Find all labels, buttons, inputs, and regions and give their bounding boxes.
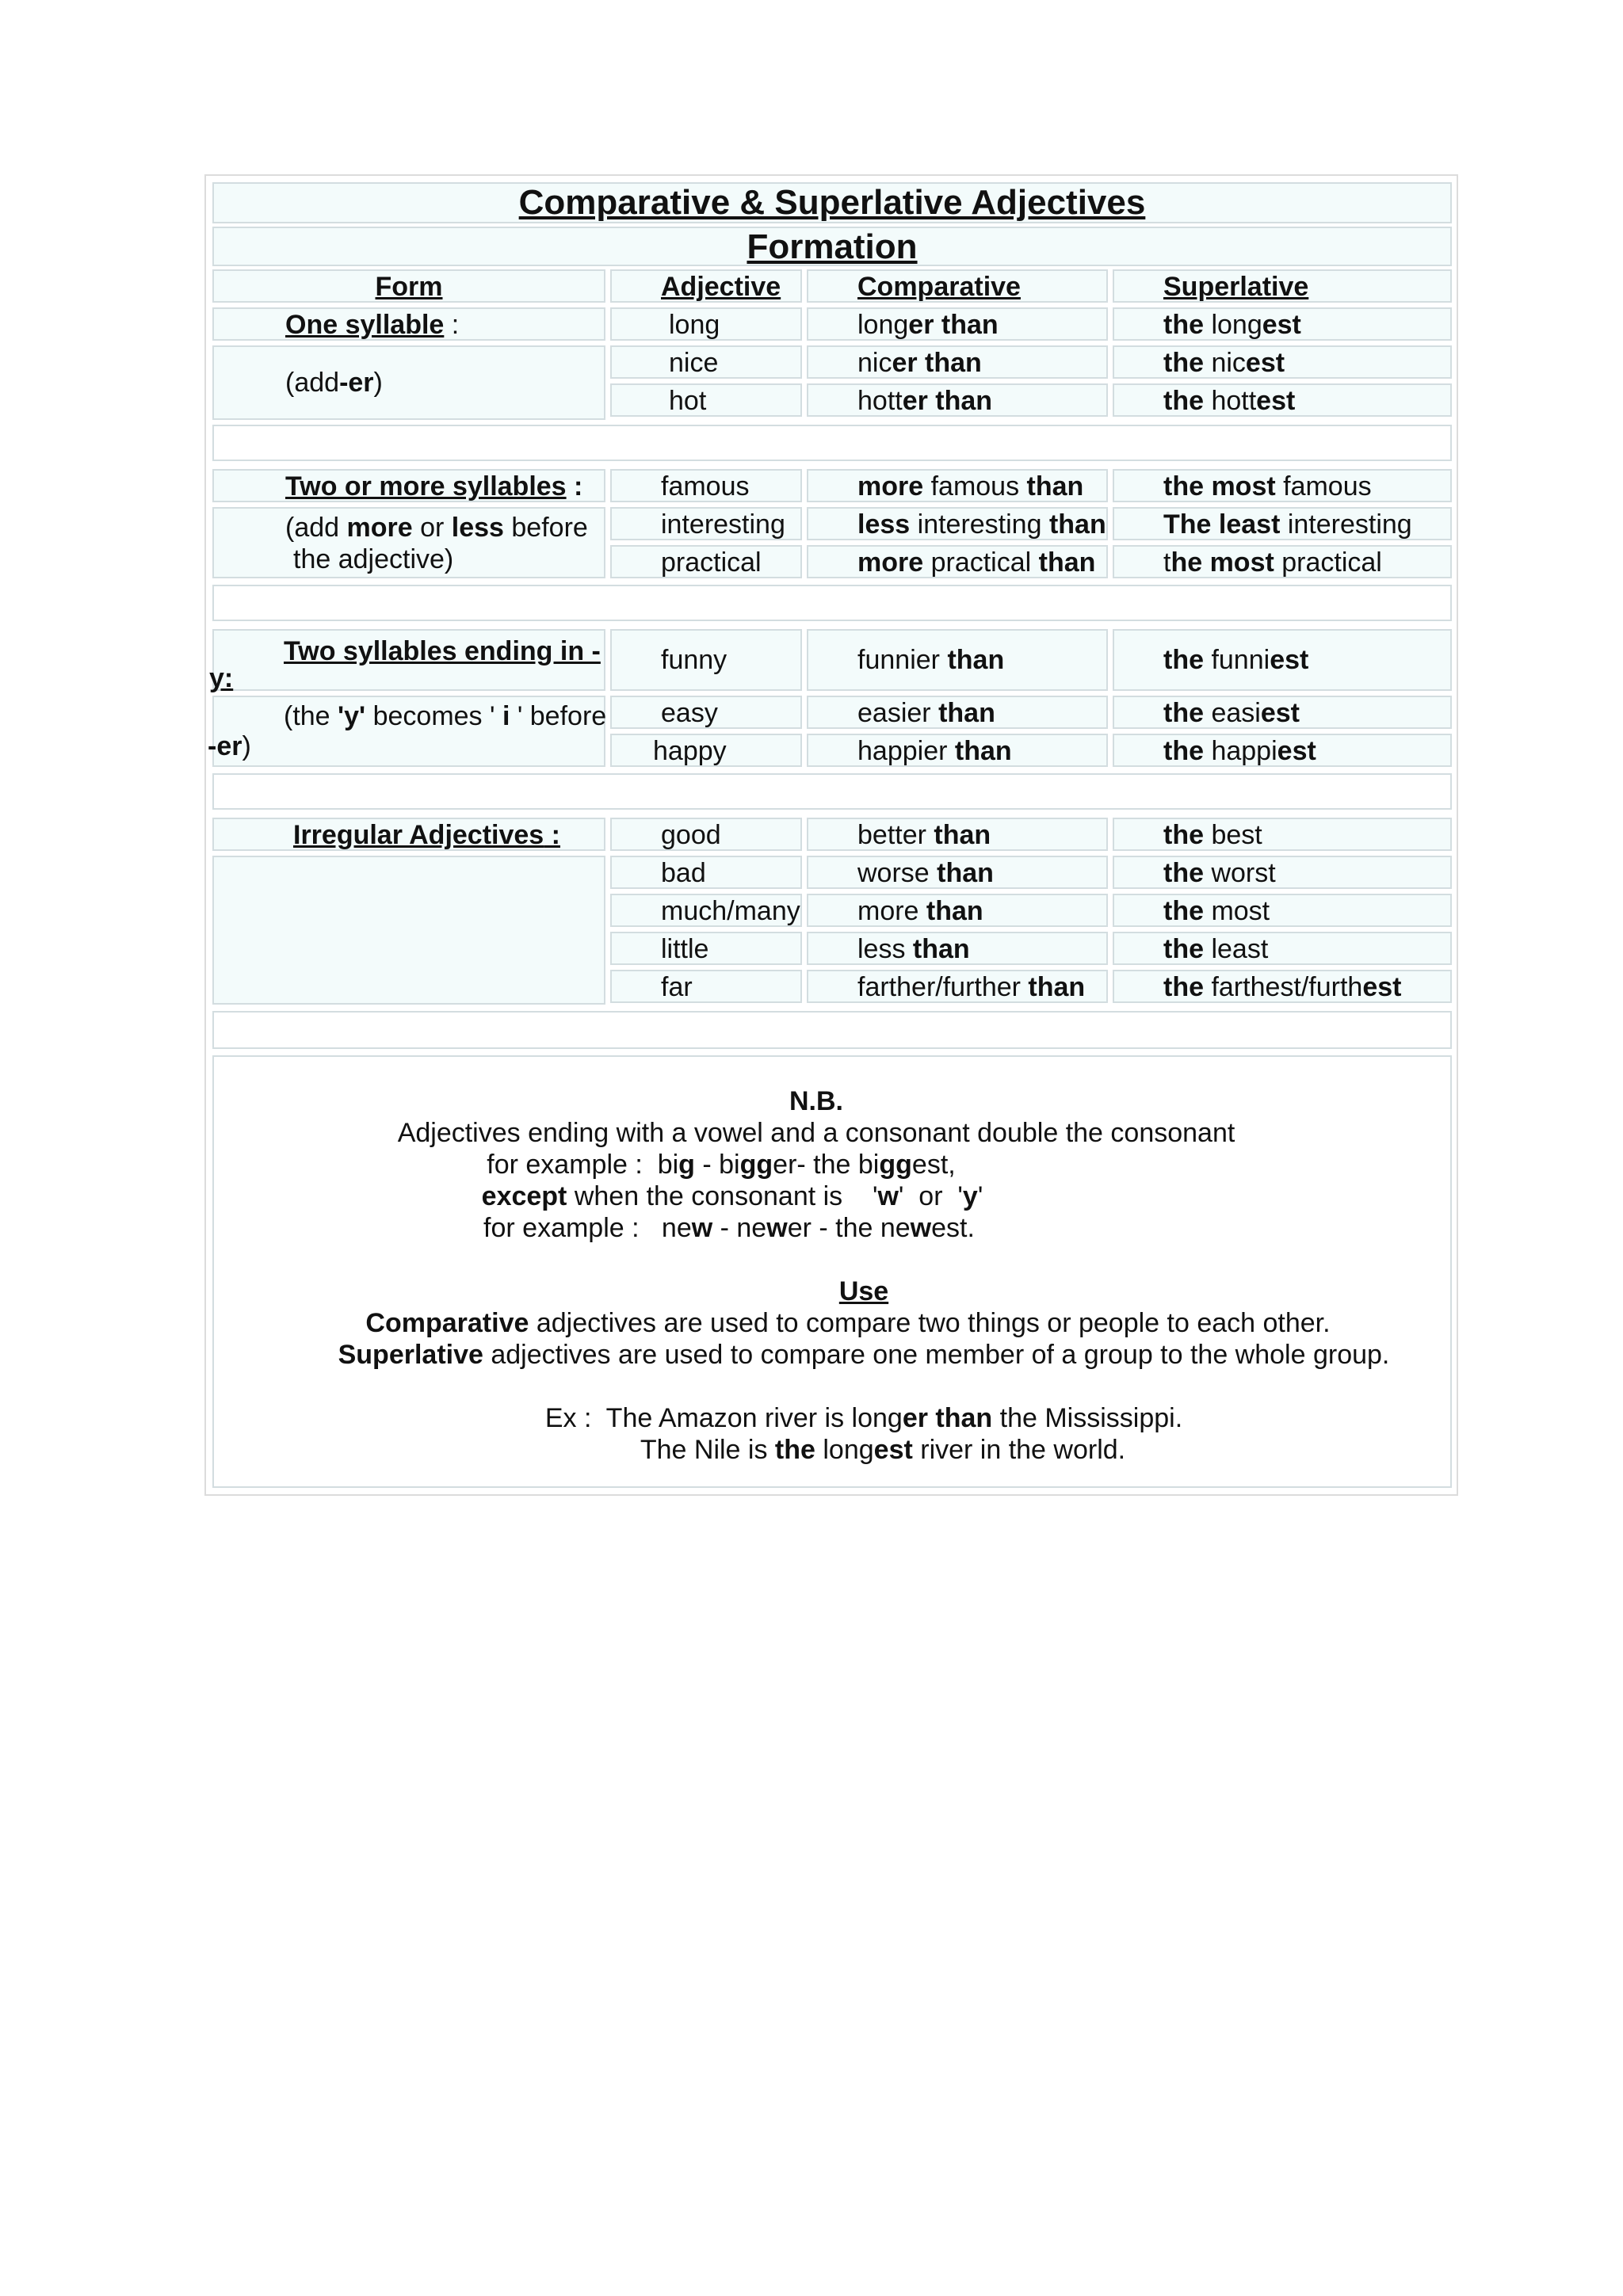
spacer-row [212, 773, 1452, 810]
adjective-cell: far [610, 970, 802, 1003]
comparative-cell: less than [807, 932, 1108, 965]
title-cell [212, 182, 1452, 223]
superlative-cell: the most practical [1113, 545, 1452, 578]
nb-example-2: for example : new - newer - the newest. [483, 1213, 975, 1243]
header-adjective: Adjective [610, 269, 802, 303]
use-superlative: Superlative adjectives are used to compare one member of a group to the whole group. [338, 1340, 1390, 1370]
form-note-ending-y: (the 'y' becomes ' i ' before -er) [212, 696, 605, 767]
form-two-or-more: Two or more syllables : [212, 469, 605, 502]
superlative-cell: The least interesting [1113, 507, 1452, 540]
comparative-cell: more practical than [807, 545, 1108, 578]
header-superlative: Superlative [1113, 269, 1452, 303]
adjective-cell: practical [610, 545, 802, 578]
page-subtitle: Formation [747, 227, 918, 266]
form-label: Irregular Adjectives [293, 820, 544, 850]
comparative-cell: worse than [807, 856, 1108, 889]
superlative-cell: the least [1113, 932, 1452, 965]
comparative-cell: easier than [807, 696, 1108, 729]
header-comparative: Comparative [807, 269, 1108, 303]
formation-table [204, 174, 1458, 1496]
nb-heading: N.B. [789, 1086, 843, 1116]
superlative-cell: the most [1113, 894, 1452, 927]
comparative-cell: longer than [807, 307, 1108, 341]
adjective-cell: little [610, 932, 802, 965]
use-comparative: Comparative adjectives are used to compare two things or people to each other. [365, 1308, 1331, 1338]
comparative-cell: farther/further than [807, 970, 1108, 1003]
comparative-cell: funnier than [807, 629, 1108, 691]
comparative-cell: nicer than [807, 345, 1108, 379]
comparative-cell: less interesting than [807, 507, 1108, 540]
superlative-cell: the easiest [1113, 696, 1452, 729]
form-one-syllable: One syllable : [212, 307, 605, 341]
comparative-cell: more than [807, 894, 1108, 927]
form-irregular-empty [212, 856, 605, 1005]
form-label: Two syllables ending in - [284, 636, 601, 666]
adjective-cell: famous [610, 469, 802, 502]
page-title: Comparative & Superlative Adjectives [518, 183, 1146, 222]
superlative-cell: the nicest [1113, 345, 1452, 379]
adjective-cell: long [610, 307, 802, 341]
adjective-cell: happy [610, 734, 802, 767]
example-2: The Nile is the longest river in the world. [640, 1435, 1126, 1465]
spacer-row [212, 425, 1452, 461]
adjective-cell: funny [610, 629, 802, 691]
adjective-cell: much/many [610, 894, 802, 927]
comparative-cell: happier than [807, 734, 1108, 767]
nb-example: for example : big - bigger- the biggest, [487, 1150, 956, 1180]
superlative-cell: the happiest [1113, 734, 1452, 767]
adjective-cell: easy [610, 696, 802, 729]
form-label: Two or more syllables [285, 471, 567, 502]
form-label-cont: y: [209, 663, 234, 693]
form-label: One syllable [285, 310, 445, 340]
form-note-two-or-more: (add more or less before the adjective) [212, 507, 605, 578]
adjective-cell: hot [610, 383, 802, 417]
spacer-row [212, 585, 1452, 621]
comparative-cell: hotter than [807, 383, 1108, 417]
example-1: Ex : The Amazon river is longer than the Mississippi. [544, 1403, 1183, 1433]
adjective-cell: nice [610, 345, 802, 379]
superlative-cell: the farthest/furthest [1113, 970, 1452, 1003]
superlative-cell: the best [1113, 818, 1452, 851]
nb-line: Adjectives ending with a vowel and a consonant double the consonant [397, 1118, 1235, 1148]
form-irregular: Irregular Adjectives : [212, 818, 605, 851]
adjective-cell: interesting [610, 507, 802, 540]
comparative-cell: more famous than [807, 469, 1108, 502]
form-note-one-syllable: (add -er ) [212, 345, 605, 420]
superlative-cell: the hottest [1113, 383, 1452, 417]
nb-except: except when the consonant is 'w' or 'y' [481, 1181, 983, 1211]
superlative-cell: the most famous [1113, 469, 1452, 502]
comparative-cell: better than [807, 818, 1108, 851]
superlative-cell: the longest [1113, 307, 1452, 341]
subtitle-cell [212, 227, 1452, 266]
superlative-cell: the funniest [1113, 629, 1452, 691]
form-ending-y [209, 629, 605, 693]
use-heading: Use [838, 1276, 889, 1306]
header-form: Form [212, 269, 605, 303]
adjective-cell: bad [610, 856, 802, 889]
notes-box [212, 1055, 1452, 1488]
spacer-row [212, 1011, 1452, 1049]
adjective-cell: good [610, 818, 802, 851]
superlative-cell: the worst [1113, 856, 1452, 889]
